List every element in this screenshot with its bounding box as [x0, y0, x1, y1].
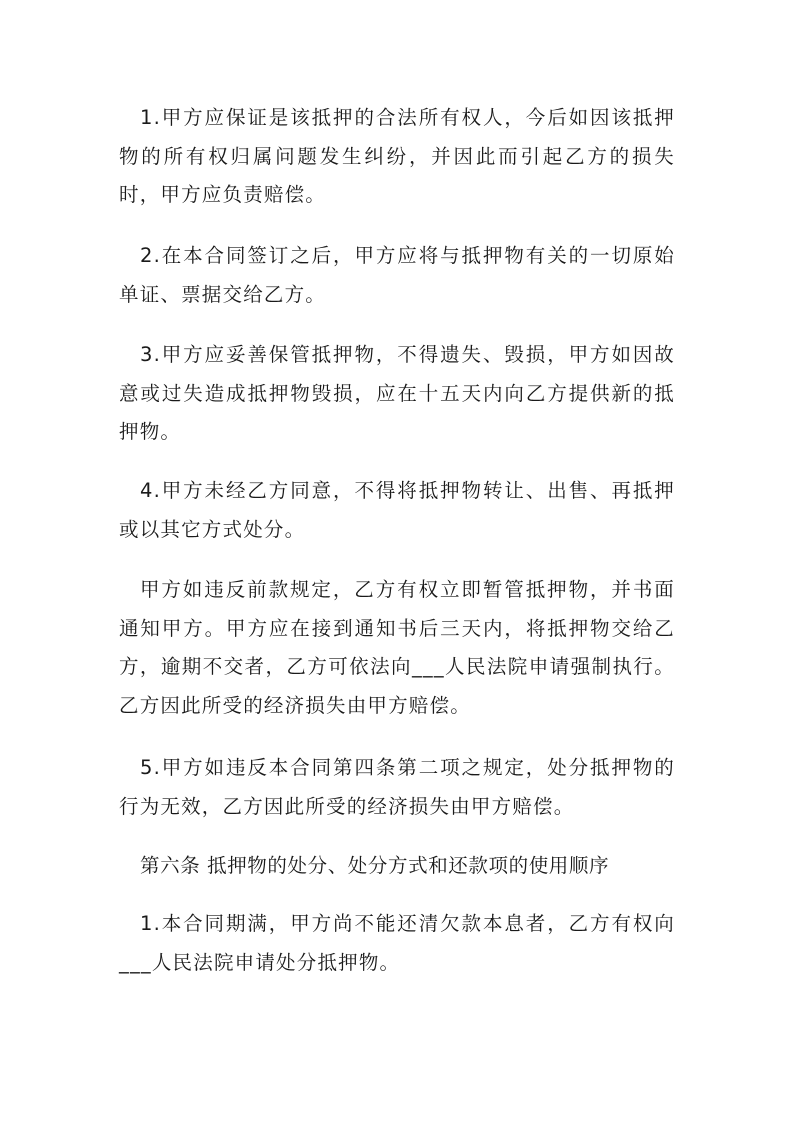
clause-5-paragraph: 5.甲方如违反本合同第四条第二项之规定，处分抵押物的行为无效，乙方因此所受的经济损失由甲方赔偿。 [119, 756, 675, 818]
article-6-heading: 第六条 抵押物的处分、处分方式和还款项的使用顺序 [140, 854, 610, 877]
article-6-clause-1-paragraph: 1.本合同期满，甲方尚不能还清欠款本息者，乙方有权向___人民法院申请处分抵押物。 [119, 912, 675, 974]
clause-1-paragraph: 1.甲方应保证是该抵押的合法所有权人，今后如因该抵押物的所有权归属问题发生纠纷，并因此而引起乙方的损失时，甲方应负责赔偿。 [119, 106, 675, 206]
breach-remedy-paragraph: 甲方如违反前款规定，乙方有权立即暂管抵押物，并书面通知甲方。甲方应在接到通知书后三天内，将抵押物交给乙方，逾期不交者，乙方可依法向___人民法院申请强制执行。乙方因此所受的经济损失由甲方赔偿。 [119, 578, 675, 717]
clause-2-paragraph: 2.在本合同签订之后，甲方应将与抵押物有关的一切原始单证、票据交给乙方。 [119, 244, 675, 306]
clause-4-paragraph: 4.甲方未经乙方同意，不得将抵押物转让、出售、再抵押或以其它方式处分。 [119, 479, 675, 541]
clause-3-paragraph: 3.甲方应妥善保管抵押物，不得遗失、毁损，甲方如因故意或过失造成抵押物毁损，应在十五天内向乙方提供新的抵押物。 [119, 343, 675, 443]
